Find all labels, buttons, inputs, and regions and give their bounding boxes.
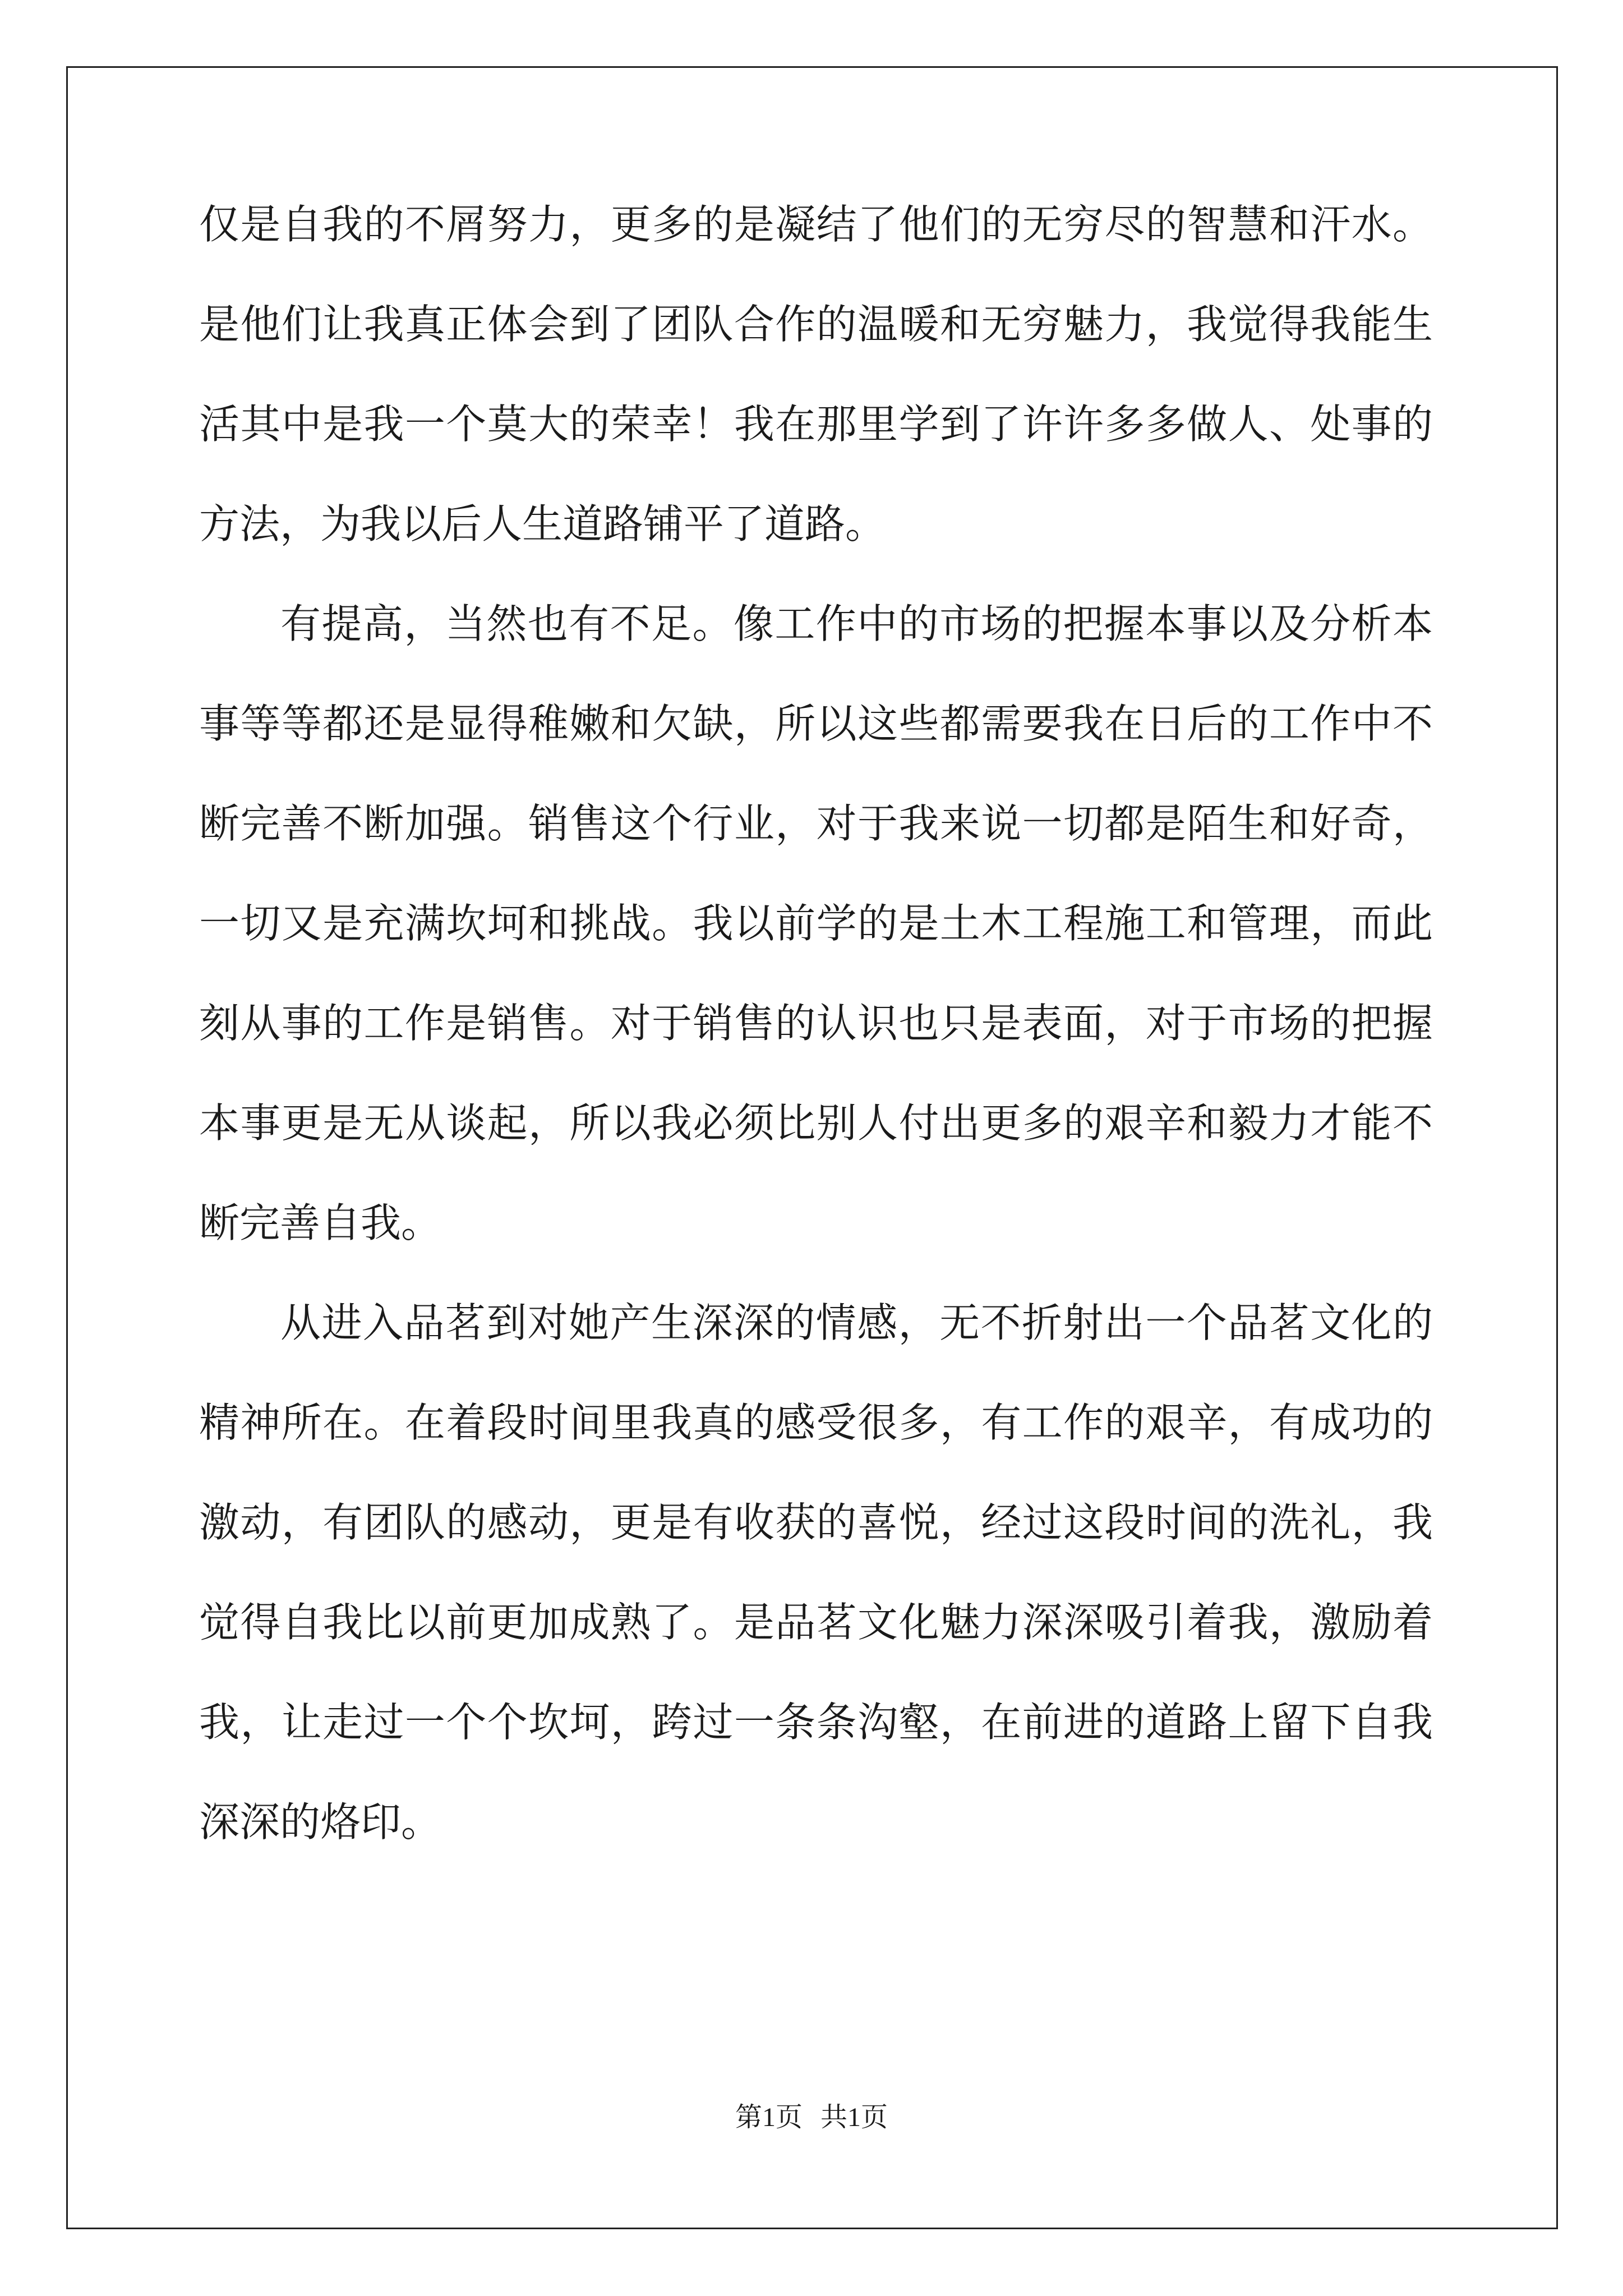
text-line: 方法，为我以后人生道路铺平了道路。 — [199, 500, 886, 547]
text-line: 觉得自我比以前更加成熟了。是品茗文化魅力深深吸引着我，激励着 — [199, 1599, 1433, 1646]
text-line: 断完善不断加强。销售这个行业，对于我来说一切都是陌生和好奇， — [199, 800, 1433, 847]
text-line: 断完善自我。 — [199, 1199, 442, 1246]
text-line: 我，让走过一个个坎坷，跨过一条条沟壑，在前进的道路上留下自我 — [199, 1699, 1433, 1746]
text-line: 激动，有团队的感动，更是有收获的喜悦，经过这段时间的洗礼，我 — [199, 1499, 1433, 1546]
text-line: 深深的烙印。 — [199, 1798, 442, 1846]
page-footer — [0, 2101, 1623, 2134]
page-total: 共1页 — [820, 2102, 888, 2132]
text-line: 仅是自我的不屑努力，更多的是凝结了他们的无穷尽的智慧和汗水。 — [199, 201, 1433, 248]
text-line: 有提高，当然也有不足。像工作中的市场的把握本事以及分析本 — [280, 600, 1433, 647]
page-number: 第1页 — [735, 2102, 803, 2132]
text-line: 从进入品茗到对她产生深深的情感，无不折射出一个品茗文化的 — [280, 1299, 1433, 1346]
text-line: 是他们让我真正体会到了团队合作的温暖和无穷魅力，我觉得我能生 — [199, 301, 1433, 348]
text-line: 刻从事的工作是销售。对于销售的认识也只是表面，对于市场的把握 — [199, 1000, 1433, 1047]
text-line: 本事更是无从谈起，所以我必须比别人付出更多的艰辛和毅力才能不 — [199, 1099, 1433, 1147]
text-line: 活其中是我一个莫大的荣幸！我在那里学到了许许多多做人、处事的 — [199, 401, 1433, 448]
text-line: 精神所在。在着段时间里我真的感受很多，有工作的艰辛，有成功的 — [199, 1399, 1433, 1446]
text-line: 事等等都还是显得稚嫩和欠缺，所以这些都需要我在日后的工作中不 — [199, 700, 1433, 747]
text-line: 一切又是充满坎坷和挑战。我以前学的是土木工程施工和管理，而此 — [199, 900, 1433, 947]
